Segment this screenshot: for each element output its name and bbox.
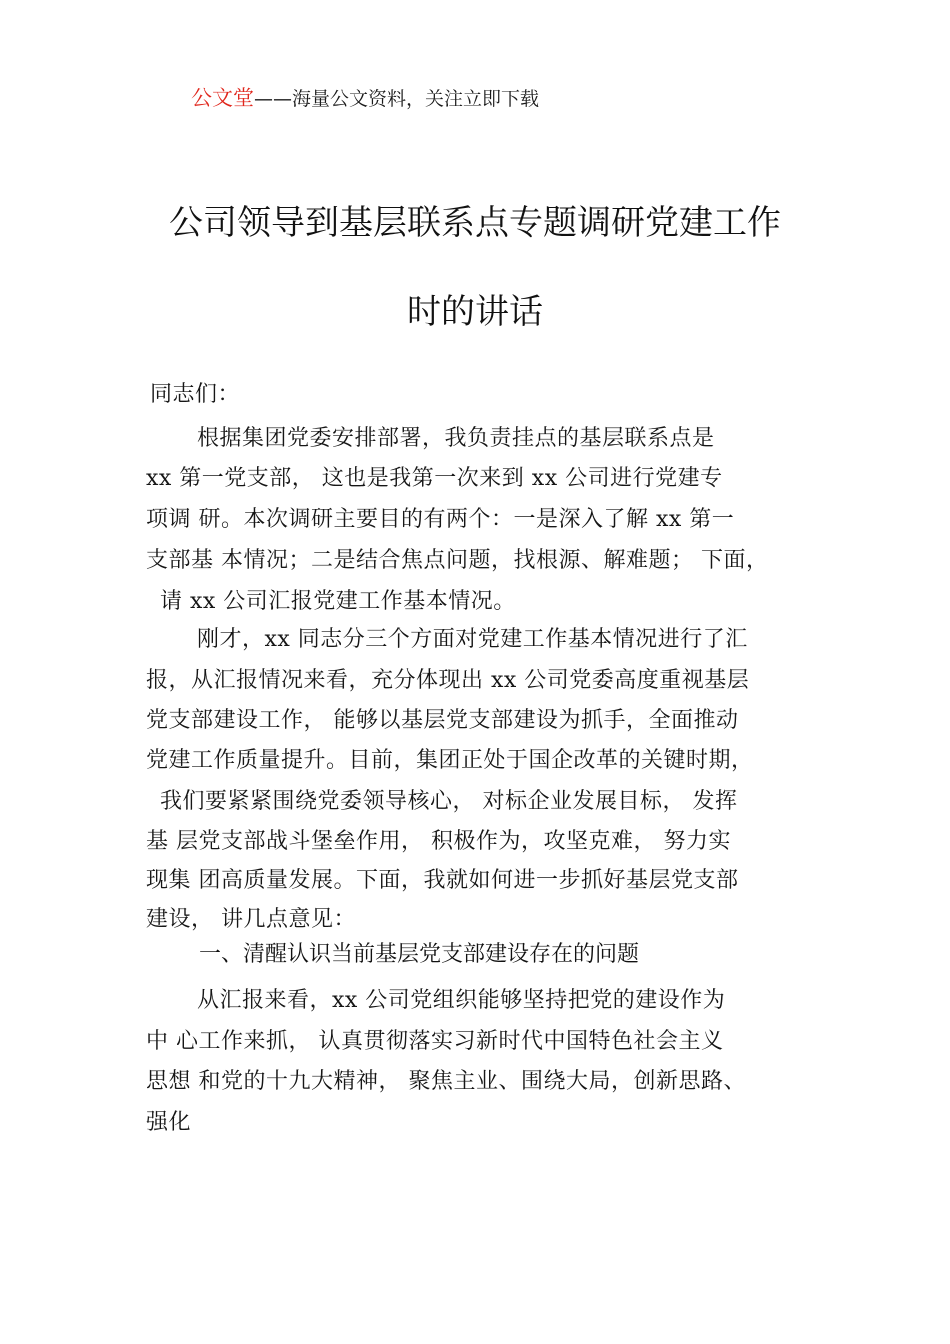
paragraph-3-line: 从汇报来看，xx 公司党组织能够坚持把党的建设作为 [197,988,726,1013]
paragraph-2-line: 党支部建设工作， 能够以基层党支部建设为抓手，全面推动 [146,708,739,733]
page-header [191,84,539,113]
paragraph-2-line: 报，从汇报情况来看，充分体现出 xx 公司党委高度重视基层 [146,668,750,693]
document-title-line-2: 时的讲话 [407,292,543,332]
brand-name: 公文堂 [191,86,254,110]
paragraph-2-line: 刚才，xx 同志分三个方面对党建工作基本情况进行了汇 [197,627,748,652]
header-tagline: ——海量公文资料，关注立即下载 [254,88,540,110]
paragraph-2-line: 党建工作质量提升。目前，集团正处于国企改革的关键时期， [146,748,754,773]
document-title-line-1: 公司领导到基层联系点专题调研党建工作 [169,203,781,243]
paragraph-3-line: 思想 和党的十九大精神， 聚焦主业、围绕大局，创新思路、 [146,1069,746,1094]
paragraph-1-line: 支部基 本情况；二是结合焦点问题，找根源、解难题； 下面， [146,548,769,573]
paragraph-2-line: 现集 团高质量发展。下面，我就如何进一步抓好基层党支部 [146,868,739,893]
paragraph-1-line: xx 第一党支部， 这也是我第一次来到 xx 公司进行党建专 [146,466,723,491]
paragraph-1-line: 根据集团党委安排部署，我负责挂点的基层联系点是 [197,426,715,451]
paragraph-3-line: 强化 [146,1110,192,1135]
paragraph-2-line: 建设， 讲几点意见： [146,907,356,932]
paragraph-2-line: 基 层党支部战斗堡垒作用， 积极作为，攻坚克难， 努力实 [146,829,731,854]
paragraph-2-line: 我们要紧紧围绕党委领导核心， 对标企业发展目标， 发挥 [160,789,738,814]
paragraph-1-line: 项调 研。本次调研主要目的有两个：一是深入了解 xx 第一 [146,507,735,532]
paragraph-3-line: 中 心工作来抓， 认真贯彻落实习新时代中国特色社会主义 [146,1029,724,1054]
salutation: 同志们： [150,382,241,407]
section-heading: 一、清醒认识当前基层党支部建设存在的问题 [199,942,640,967]
paragraph-1-line: 请 xx 公司汇报党建工作基本情况。 [160,589,516,614]
